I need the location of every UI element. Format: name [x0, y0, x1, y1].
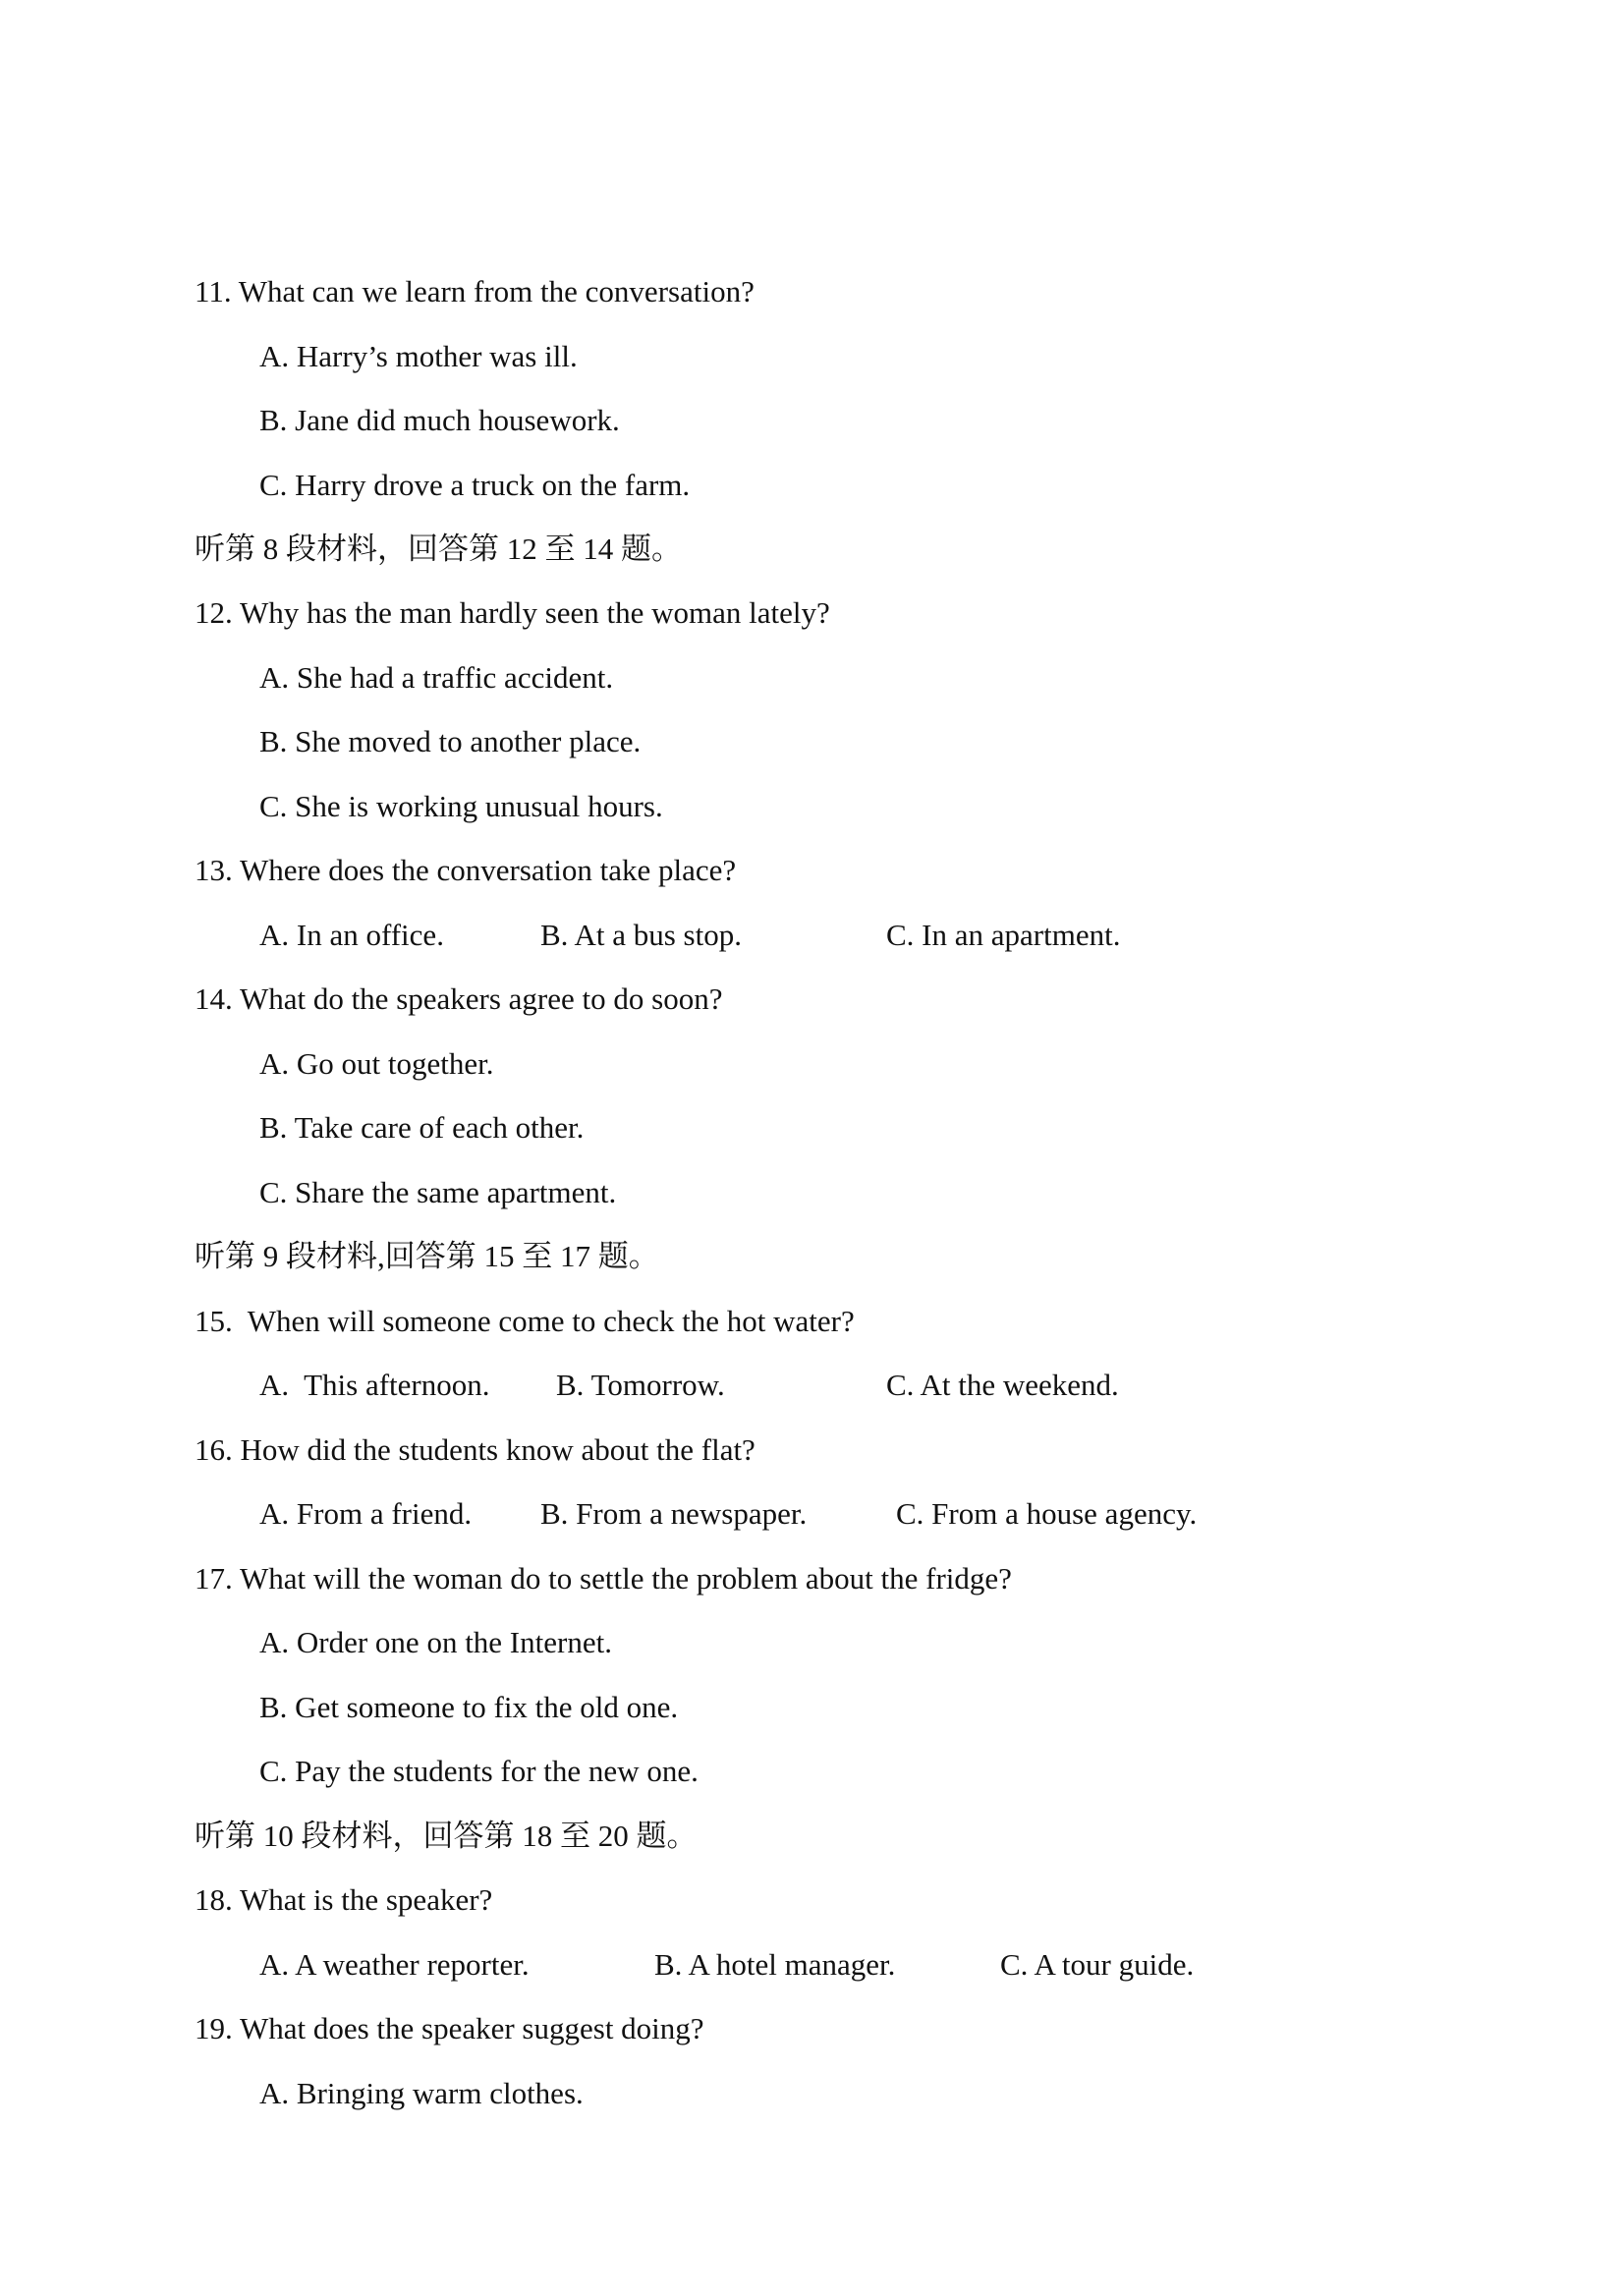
question-15: 15. When will someone come to check the hot water?	[195, 1304, 855, 1338]
question-14: 14. What do the speakers agree to do soon?	[195, 981, 723, 1016]
option-18-a: A. A weather reporter.	[259, 1947, 530, 1982]
question-11: 11. What can we learn from the conversation?	[195, 274, 755, 308]
option-17-b: B. Get someone to fix the old one.	[259, 1690, 679, 1724]
option-17-a: A. Order one on the Internet.	[259, 1625, 612, 1659]
option-14-a: A. Go out together.	[259, 1046, 494, 1081]
question-19: 19. What does the speaker suggest doing?	[195, 2011, 704, 2045]
option-14-b: B. Take care of each other.	[259, 1110, 585, 1145]
option-14-c: C. Share the same apartment.	[259, 1175, 617, 1209]
option-18-b: B. A hotel manager.	[654, 1947, 896, 1982]
question-18: 18. What is the speaker?	[195, 1882, 493, 1917]
option-15-c: C. At the weekend.	[886, 1368, 1119, 1402]
option-11-c: C. Harry drove a truck on the farm.	[259, 468, 691, 502]
section-header-9: 听第 9 段材料,回答第 15 至 17 题。	[195, 1239, 659, 1273]
options-row-18	[0, 1945, 1623, 1985]
option-15-a: A. This afternoon.	[259, 1368, 490, 1402]
question-12: 12. Why has the man hardly seen the woman lately?	[195, 595, 830, 630]
option-19-a: A. Bringing warm clothes.	[259, 2076, 584, 2110]
options-row-15	[0, 1366, 1623, 1405]
option-16-a: A. From a friend.	[259, 1496, 473, 1531]
option-12-a: A. She had a traffic accident.	[259, 660, 614, 695]
option-16-b: B. From a newspaper.	[540, 1496, 808, 1531]
question-13: 13. Where does the conversation take place?	[195, 853, 737, 887]
option-13-b: B. At a bus stop.	[540, 918, 742, 952]
section-header-8: 听第 8 段材料，回答第 12 至 14 题。	[195, 532, 682, 566]
option-13-a: A. In an office.	[259, 918, 444, 952]
options-row-16	[0, 1494, 1623, 1534]
section-header-10: 听第 10 段材料，回答第 18 至 20 题。	[195, 1819, 698, 1853]
option-11-b: B. Jane did much housework.	[259, 403, 620, 437]
option-11-a: A. Harry’s mother was ill.	[259, 339, 578, 373]
options-row-13	[0, 916, 1623, 955]
question-16: 16. How did the students know about the flat?	[195, 1432, 756, 1467]
option-15-b: B. Tomorrow.	[556, 1368, 725, 1402]
option-18-c: C. A tour guide.	[1000, 1947, 1195, 1982]
option-17-c: C. Pay the students for the new one.	[259, 1754, 699, 1788]
option-12-c: C. She is working unusual hours.	[259, 789, 663, 823]
option-13-c: C. In an apartment.	[886, 918, 1121, 952]
option-16-c: C. From a house agency.	[896, 1496, 1198, 1531]
option-12-b: B. She moved to another place.	[259, 724, 642, 758]
question-17: 17. What will the woman do to settle the problem about the fridge?	[195, 1561, 1012, 1596]
